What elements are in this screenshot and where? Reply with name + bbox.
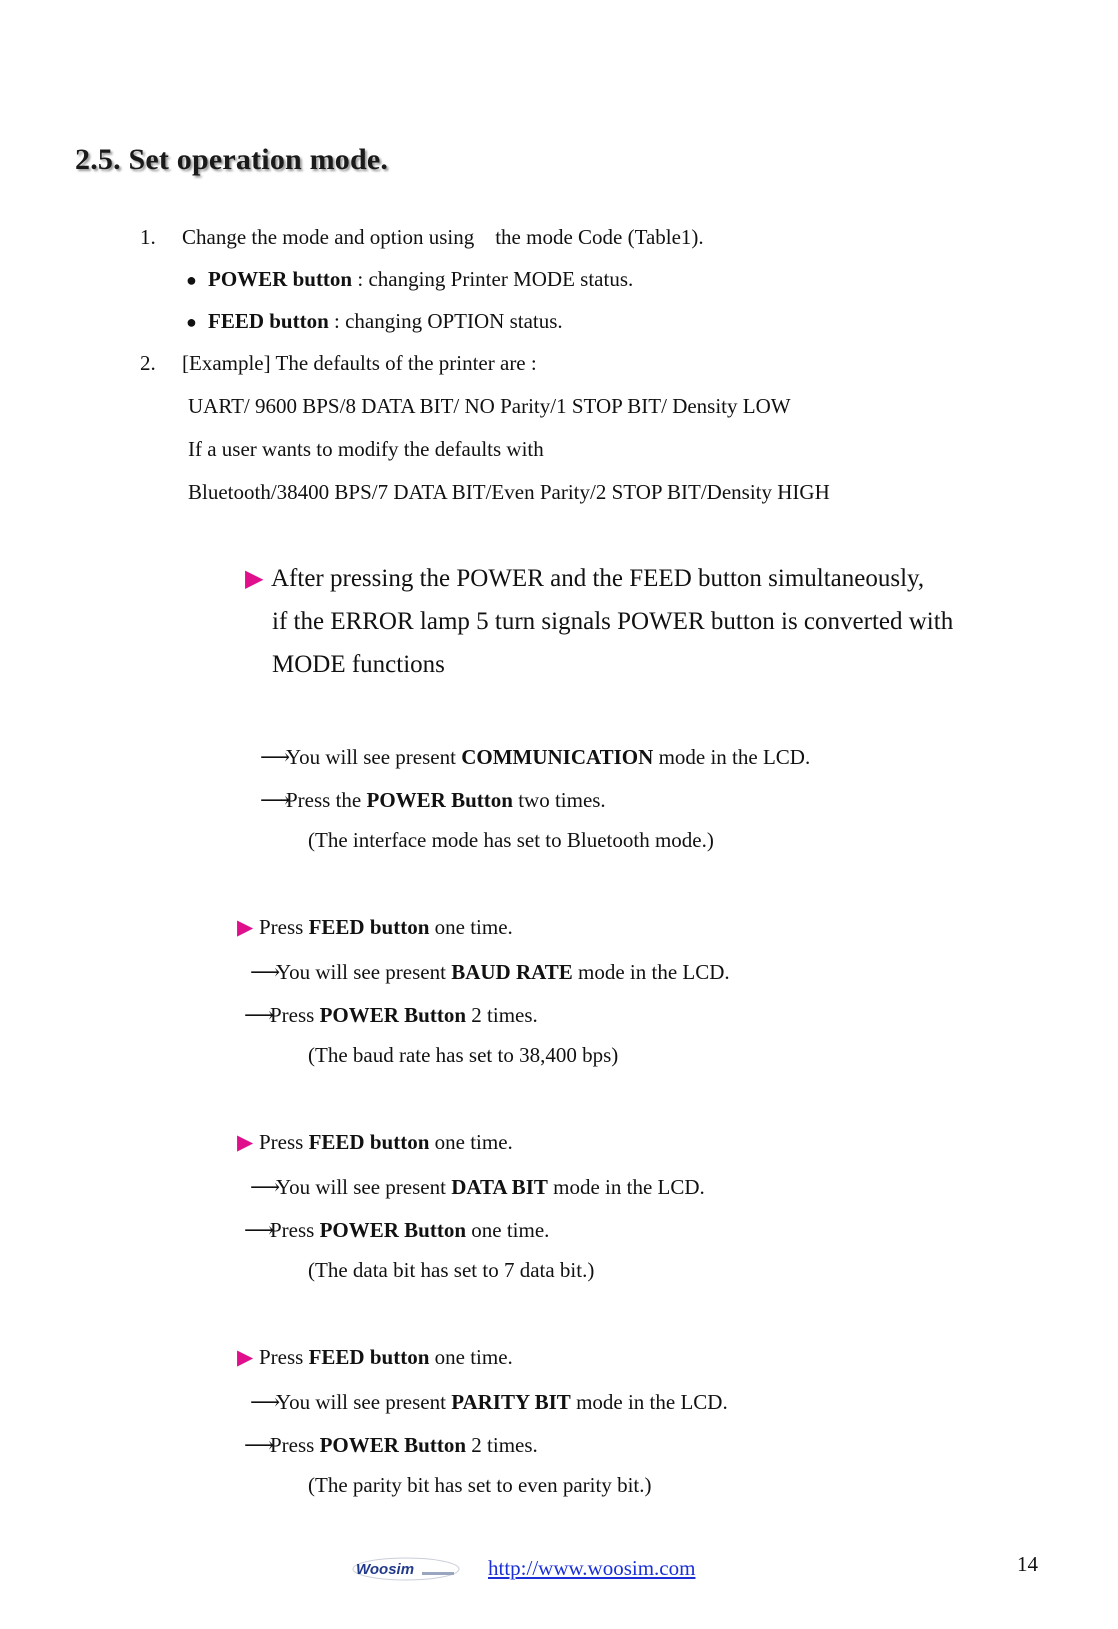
step2-press [244, 1217, 549, 1243]
intro-line-1 [245, 564, 924, 594]
right-arrow-icon: ⟶ [244, 1433, 275, 1457]
logo-text: Woosim [356, 1561, 415, 1578]
intro-line-3: MODE functions [272, 651, 445, 678]
bullet-text: : changing OPTION status. [328, 309, 563, 333]
text: mode in the LCD. [570, 1390, 728, 1414]
right-triangle-icon: ▶ [237, 1345, 254, 1369]
bullet-feed [186, 308, 563, 335]
right-arrow-icon: ⟶ [250, 1175, 281, 1199]
page-number: 14 [1017, 1552, 1038, 1576]
target-line: Bluetooth/38400 BPS/7 DATA BIT/Even Parity/2 STOP BIT/Density HIGH [188, 480, 830, 504]
step3-feed [237, 1344, 513, 1370]
right-triangle-icon: ▶ [237, 915, 254, 939]
text: Press [259, 1345, 309, 1369]
step3-note: (The parity bit has set to even parity bit.) [308, 1473, 652, 1497]
list-number: 2. [140, 351, 156, 375]
text: one time. [429, 915, 513, 939]
right-triangle-icon: ▶ [237, 1130, 254, 1154]
step0-see [260, 744, 810, 770]
step2-see [250, 1174, 705, 1200]
website-link[interactable]: http://www.woosim.com [488, 1556, 696, 1580]
text: You will see present [276, 1175, 452, 1199]
right-arrow-icon: ⟶ [250, 1390, 281, 1414]
right-triangle-icon: ▶ [245, 566, 264, 592]
right-arrow-icon: ⟶ [244, 1218, 275, 1242]
intro-line-2: if the ERROR lamp 5 turn signals POWER button is converted with [272, 608, 954, 635]
text: Press [259, 915, 309, 939]
step3-see [250, 1389, 728, 1415]
text: mode in the LCD. [653, 745, 811, 769]
step1-feed [237, 914, 513, 940]
text: You will see present [286, 745, 462, 769]
modify-line: If a user wants to modify the defaults with [188, 437, 544, 461]
step2-note: (The data bit has set to 7 data bit.) [308, 1258, 595, 1282]
filled-circle-icon: ● [186, 270, 197, 290]
text: two times. [512, 788, 606, 812]
step2-feed [237, 1129, 513, 1155]
text: Press the [286, 788, 367, 812]
text: 2 times. [466, 1433, 538, 1457]
button-name: FEED button [308, 1345, 430, 1369]
button-name: POWER Button [319, 1003, 467, 1027]
right-arrow-icon: ⟶ [260, 788, 291, 812]
list-text: [Example] The defaults of the printer are : [182, 351, 537, 375]
woosim-logo [352, 1556, 460, 1582]
mode-name: PARITY BIT [451, 1390, 571, 1414]
right-arrow-icon: ⟶ [250, 960, 281, 984]
mode-name: BAUD RATE [451, 960, 573, 984]
text: You will see present [276, 960, 452, 984]
filled-circle-icon: ● [186, 312, 197, 332]
text: Press [270, 1433, 320, 1457]
step0-press [260, 787, 606, 813]
text: Press [270, 1003, 320, 1027]
bullet-bold: POWER button [208, 267, 353, 291]
list-text: Change the mode and option using the mode Code (Table1). [182, 225, 704, 249]
right-arrow-icon: ⟶ [260, 745, 291, 769]
mode-name: DATA BIT [451, 1175, 548, 1199]
text: one time. [466, 1218, 550, 1242]
list-item-2 [140, 350, 537, 376]
intro-text: After pressing the POWER and the FEED button simultaneously, [271, 565, 925, 592]
text: one time. [429, 1345, 513, 1369]
step0-note: (The interface mode has set to Bluetooth mode.) [308, 828, 714, 852]
bullet-power [186, 266, 633, 293]
mode-name: COMMUNICATION [461, 745, 654, 769]
list-item-1 [140, 224, 704, 250]
step1-note: (The baud rate has set to 38,400 bps) [308, 1043, 619, 1067]
text: Press [259, 1130, 309, 1154]
text: 2 times. [466, 1003, 538, 1027]
button-name: FEED button [308, 1130, 430, 1154]
button-name: FEED button [308, 915, 430, 939]
button-name: POWER Button [366, 788, 513, 812]
list-number: 1. [140, 225, 156, 249]
step1-press [244, 1002, 538, 1028]
right-arrow-icon: ⟶ [244, 1003, 275, 1027]
page-title: 2.5. Set operation mode. [75, 143, 389, 176]
text: You will see present [276, 1390, 452, 1414]
text: mode in the LCD. [572, 960, 730, 984]
step3-press [244, 1432, 538, 1458]
text: mode in the LCD. [547, 1175, 705, 1199]
button-name: POWER Button [319, 1433, 467, 1457]
bullet-bold: FEED button [208, 309, 329, 333]
step1-see [250, 959, 730, 985]
text: Press [270, 1218, 320, 1242]
text: one time. [429, 1130, 513, 1154]
button-name: POWER Button [319, 1218, 467, 1242]
bullet-text: : changing Printer MODE status. [352, 267, 634, 291]
defaults-line: UART/ 9600 BPS/8 DATA BIT/ NO Parity/1 STOP BIT/ Density LOW [188, 394, 791, 418]
